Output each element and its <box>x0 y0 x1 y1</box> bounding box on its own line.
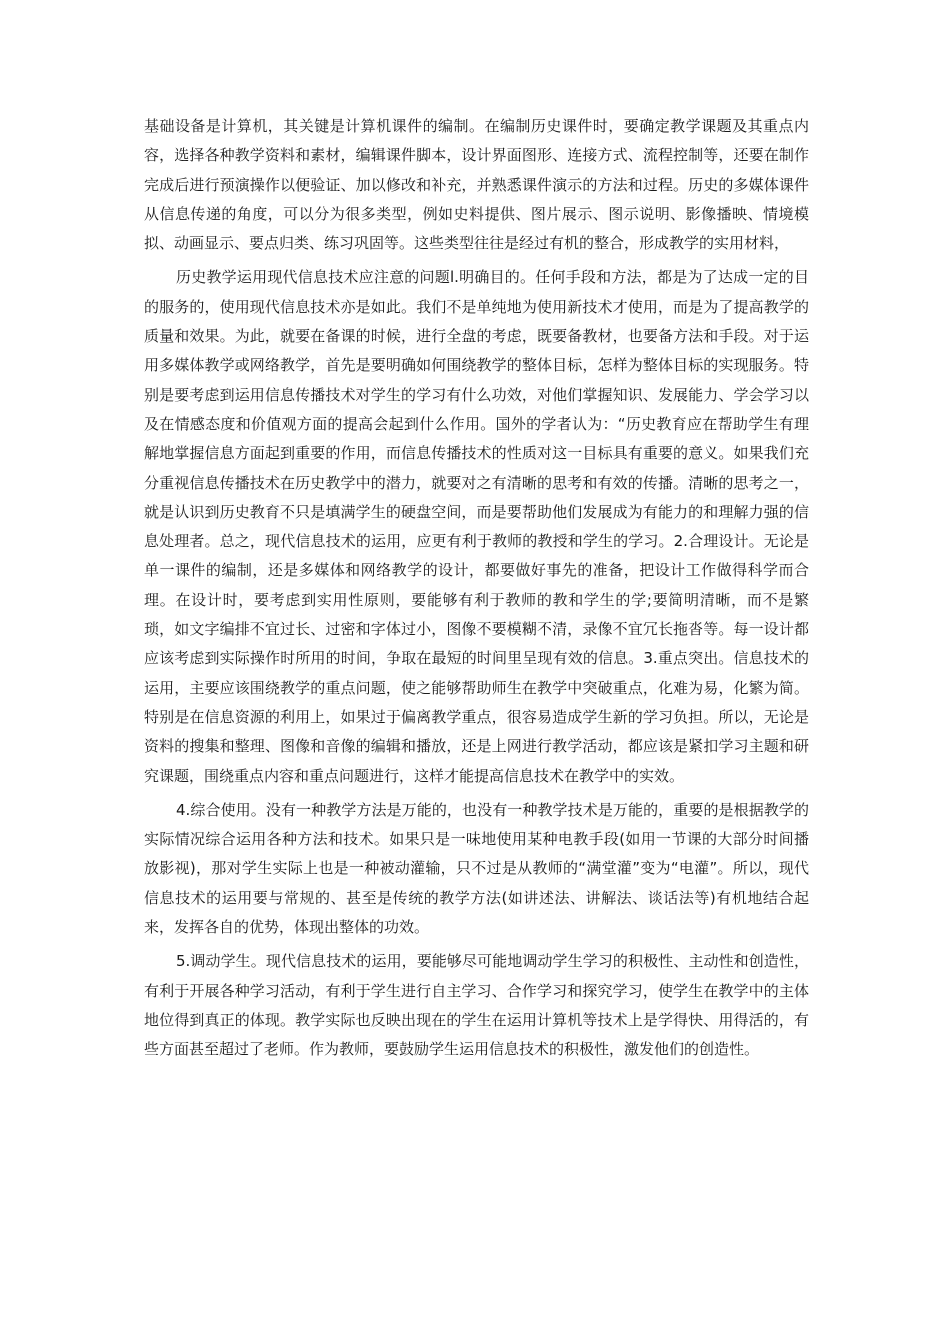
paragraph-intro: 基础设备是计算机，其关键是计算机课件的编制。在编制历史课件时，要确定教学课题及其重点内容，选择各种教学资料和素材，编辑课件脚本，设计界面图形、连接方式、流程控制等，还要在制作完成后进行预演操作以便验证、加以修改和补充，并熟悉课件演示的方法和过程。历史的多媒体课件从信息传递的角度，可以分为很多类型，例如史料提供、图片展示、图示说明、影像播映、情境模拟、动画显示、要点归类、练习巩固等。这些类型往往是经过有机的整合，形成教学的实用材料， <box>144 117 809 253</box>
document-body <box>144 112 809 1065</box>
paragraph-combined-use: 4.综合使用。没有一种教学方法是万能的，也没有一种教学技术是万能的，重要的是根据教学的实际情况综合运用各种方法和技术。如果只是一味地使用某种电教手段(如用一节课的大部分时间播放影视)，那对学生实际上也是一种被动灌输，只不过是从教师的“满堂灌”变为“电灌”。所以，现代信息技术的运用要与常规的、甚至是传统的教学方法(如讲述法、讲解法、谈话法等)有机地结合起来，发挥各自的优势，体现出整体的功效。 <box>144 800 809 937</box>
paragraph-principles: 历史教学运用现代信息技术应注意的问题l.明确目的。任何手段和方法，都是为了达成一定的目的服务的，使用现代信息技术亦是如此。我们不是单纯地为使用新技术才使用，而是为了提高教学的质量和效果。为此，就要在备课的时候，进行全盘的考虑，既要备教材，也要备方法和手段。对于运用多媒体教学或网络教学，首先是要明确如何围绕教学的整体目标，怎样为整体目标的实现服务。特别是要考虑到运用信息传播技术对学生的学习有什么功效，对他们掌握知识、发展能力、学会学习以及在情感态度和价值观方面的提高会起到什么作用。国外的学者认为：“历史教育应在帮助学生有理解地掌握信息方面起到重要的作用，而信息传播技术的性质对这一目标具有重要的意义。如果我们充分重视信息传播技术在历史教学中的潜力，就要对之有清晰的思考和有效的传播。清晰的思考之一，就是认识到历史教育不只是填满学生的硬盘空间，而是要帮助他们发展成为有能力的和理解力强的信息处理者。总之，现代信息技术的运用，应更有利于教师的教授和学生的学习。2.合理设计。无论是单一课件的编制，还是多媒体和网络教学的设计，都要做好事先的准备，把设计工作做得科学而合理。在设计时，要考虑到实用性原则，要能够有利于教师的教和学生的学;要简明清晰，而不是繁琐，如文字编排不宜过长、过密和字体过小，图像不要模糊不清，录像不宜冗长拖沓等。每一设计都应该考虑到实际操作时所用的时间，争取在最短的时间里呈现有效的信息。3.重点突出。信息技术的运用，主要应该围绕教学的重点问题，使之能够帮助师生在教学中突破重点，化难为易，化繁为简。特别是在信息资源的利用上，如果过于偏离教学重点，很容易造成学生新的学习负担。所以，无论是资料的搜集和整理、图像和音像的编辑和播放，还是上网进行教学活动，都应该是紧扣学习主题和研究课题，围绕重点内容和重点问题进行，这样才能提高信息技术在教学中的实效。 <box>144 268 809 785</box>
paragraph-motivate-students: 5.调动学生。现代信息技术的运用，要能够尽可能地调动学生学习的积极性、主动性和创造性，有利于开展各种学习活动，有利于学生进行自主学习、合作学习和探究学习，使学生在教学中的主体地位得到真正的体现。教学实际也反映出现在的学生在运用计算机等技术上是学得快、用得活的，有些方面甚至超过了老师。作为教师，要鼓励学生运用信息技术的积极性，激发他们的创造性。 <box>144 952 809 1059</box>
